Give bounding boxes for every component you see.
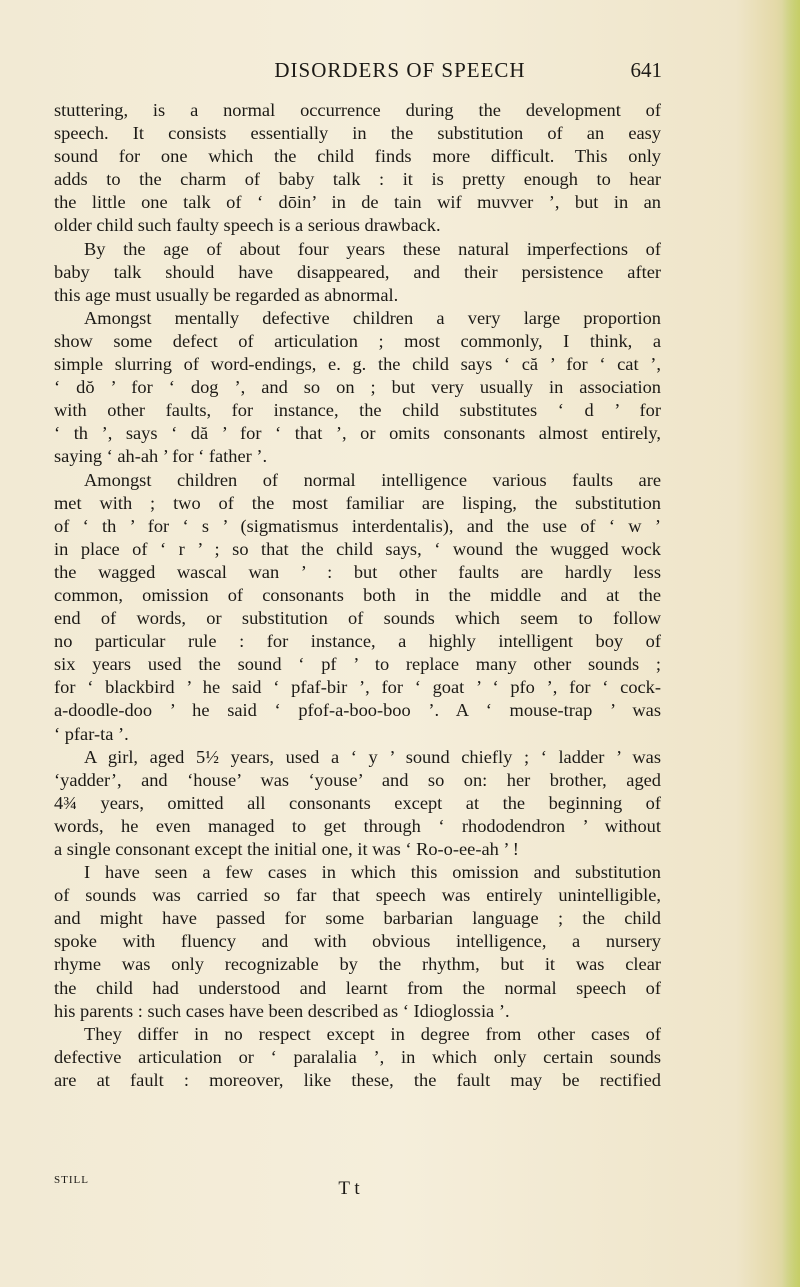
text-line: a-doodle-doo ’ he said ‘ pfof-a-boo-boo ’. A ‘ mouse-trap ’ was — [54, 700, 661, 721]
text-line: six years used the sound ‘ pf ’ to replace many other sounds ; — [54, 654, 661, 675]
signature-mark: T t — [338, 1178, 360, 1199]
text-line: met with ; two of the most familiar are lisping, the substitution — [54, 492, 661, 513]
page-header — [0, 58, 800, 92]
text-line: no particular rule : for instance, a highly intelligent boy of — [54, 631, 661, 652]
text-line: ‘ th ’, says ‘ dă ’ for ‘ that ’, or omits consonants almost entirely, — [54, 423, 661, 444]
text-line: speech. It consists essentially in the substitution of an easy — [54, 123, 661, 144]
text-line: They differ in no respect except in degree from other cases of — [84, 1023, 661, 1044]
text-line: with other faults, for instance, the child substitutes ‘ d ’ for — [54, 400, 661, 421]
page-footer — [54, 1174, 661, 1204]
text-line: stuttering, is a normal occurrence during the development of — [54, 100, 661, 120]
text-line: for ‘ blackbird ’ he said ‘ pfaf-bir ’, for ‘ goat ’ ‘ pfo ’, for ‘ cock- — [54, 677, 661, 698]
text-line: Amongst children of normal intelligence various faults are — [84, 469, 661, 490]
text-line: a single consonant except the initial one, it was ‘ Ro-o-ee-ah ’ ! — [54, 839, 519, 859]
text-line: simple slurring of word-endings, e. g. the child says ‘ că ’ for ‘ cat ’, — [54, 354, 661, 375]
text-line: words, he even managed to get through ‘ rhododendron ’ without — [54, 815, 661, 836]
text-line: By the age of about four years these natural imperfections of — [84, 238, 661, 259]
text-line: ‘yadder’, and ‘house’ was ‘youse’ and so on: her brother, aged — [54, 769, 661, 790]
text-line: show some defect of articulation ; most commonly, I think, a — [54, 330, 661, 351]
text-line: I have seen a few cases in which this omission and substitution — [84, 862, 661, 883]
page-edge — [782, 0, 800, 1287]
text-line: defective articulation or ‘ paralalia ’, in which only certain sounds — [54, 1046, 661, 1067]
text-line: the little one talk of ‘ dōin’ in de tain wif muvver ’, but in an — [54, 192, 661, 213]
body-text — [54, 99, 661, 1092]
text-line: saying ‘ ah-ah ’ for ‘ father ’. — [54, 446, 268, 467]
text-line: are at fault : moreover, like these, the fault may be rectified — [54, 1069, 661, 1090]
text-line: this age must usually be regarded as abnormal. — [54, 284, 399, 305]
catchword: STILL — [54, 1174, 89, 1186]
text-line: adds to the charm of baby talk : it is pretty enough to hear — [54, 169, 661, 190]
text-line: ‘ dŏ ’ for ‘ dog ’, and so on ; but very usually in association — [54, 377, 661, 398]
text-line: older child such faulty speech is a serious drawback. — [54, 215, 441, 236]
text-line: rhyme was only recognizable by the rhythm, but it was clear — [54, 954, 661, 975]
page-number: 641 — [630, 58, 662, 82]
text-line: ‘ pfar-ta ’. — [54, 723, 129, 744]
text-line: A girl, aged 5½ years, used a ‘ y ’ sound chiefly ; ‘ ladder ’ was — [84, 746, 661, 767]
text-line: 4¾ years, omitted all consonants except at the beginning of — [54, 792, 661, 813]
text-line: common, omission of consonants both in the middle and at the — [54, 584, 661, 605]
text-line: the wagged wascal wan ’ : but other faults are hardly less — [54, 561, 661, 582]
text-line: and might have passed for some barbarian language ; the child — [54, 908, 661, 929]
text-line: in place of ‘ r ’ ; so that the child says, ‘ wound the wugged wock — [54, 538, 661, 559]
text-line: of sounds was carried so far that speech was entirely unintelligible, — [54, 885, 661, 906]
text-line: the child had understood and learnt from the normal speech of — [54, 977, 661, 998]
text-line: spoke with fluency and with obvious intelligence, a nursery — [54, 931, 661, 952]
text-line: Amongst mentally defective children a very large proportion — [84, 307, 661, 328]
running-title: DISORDERS OF SPEECH — [274, 58, 526, 82]
text-line: his parents : such cases have been described as ‘ Idioglossia ’. — [54, 1000, 510, 1021]
text-line: sound for one which the child finds more difficult. This only — [54, 146, 661, 167]
text-line: of ‘ th ’ for ‘ s ’ (sigmatismus interdentalis), and the use of ‘ w ’ — [54, 515, 661, 536]
text-line: end of words, or substitution of sounds which seem to follow — [54, 608, 661, 629]
text-line: baby talk should have disappeared, and their persistence after — [54, 261, 661, 282]
